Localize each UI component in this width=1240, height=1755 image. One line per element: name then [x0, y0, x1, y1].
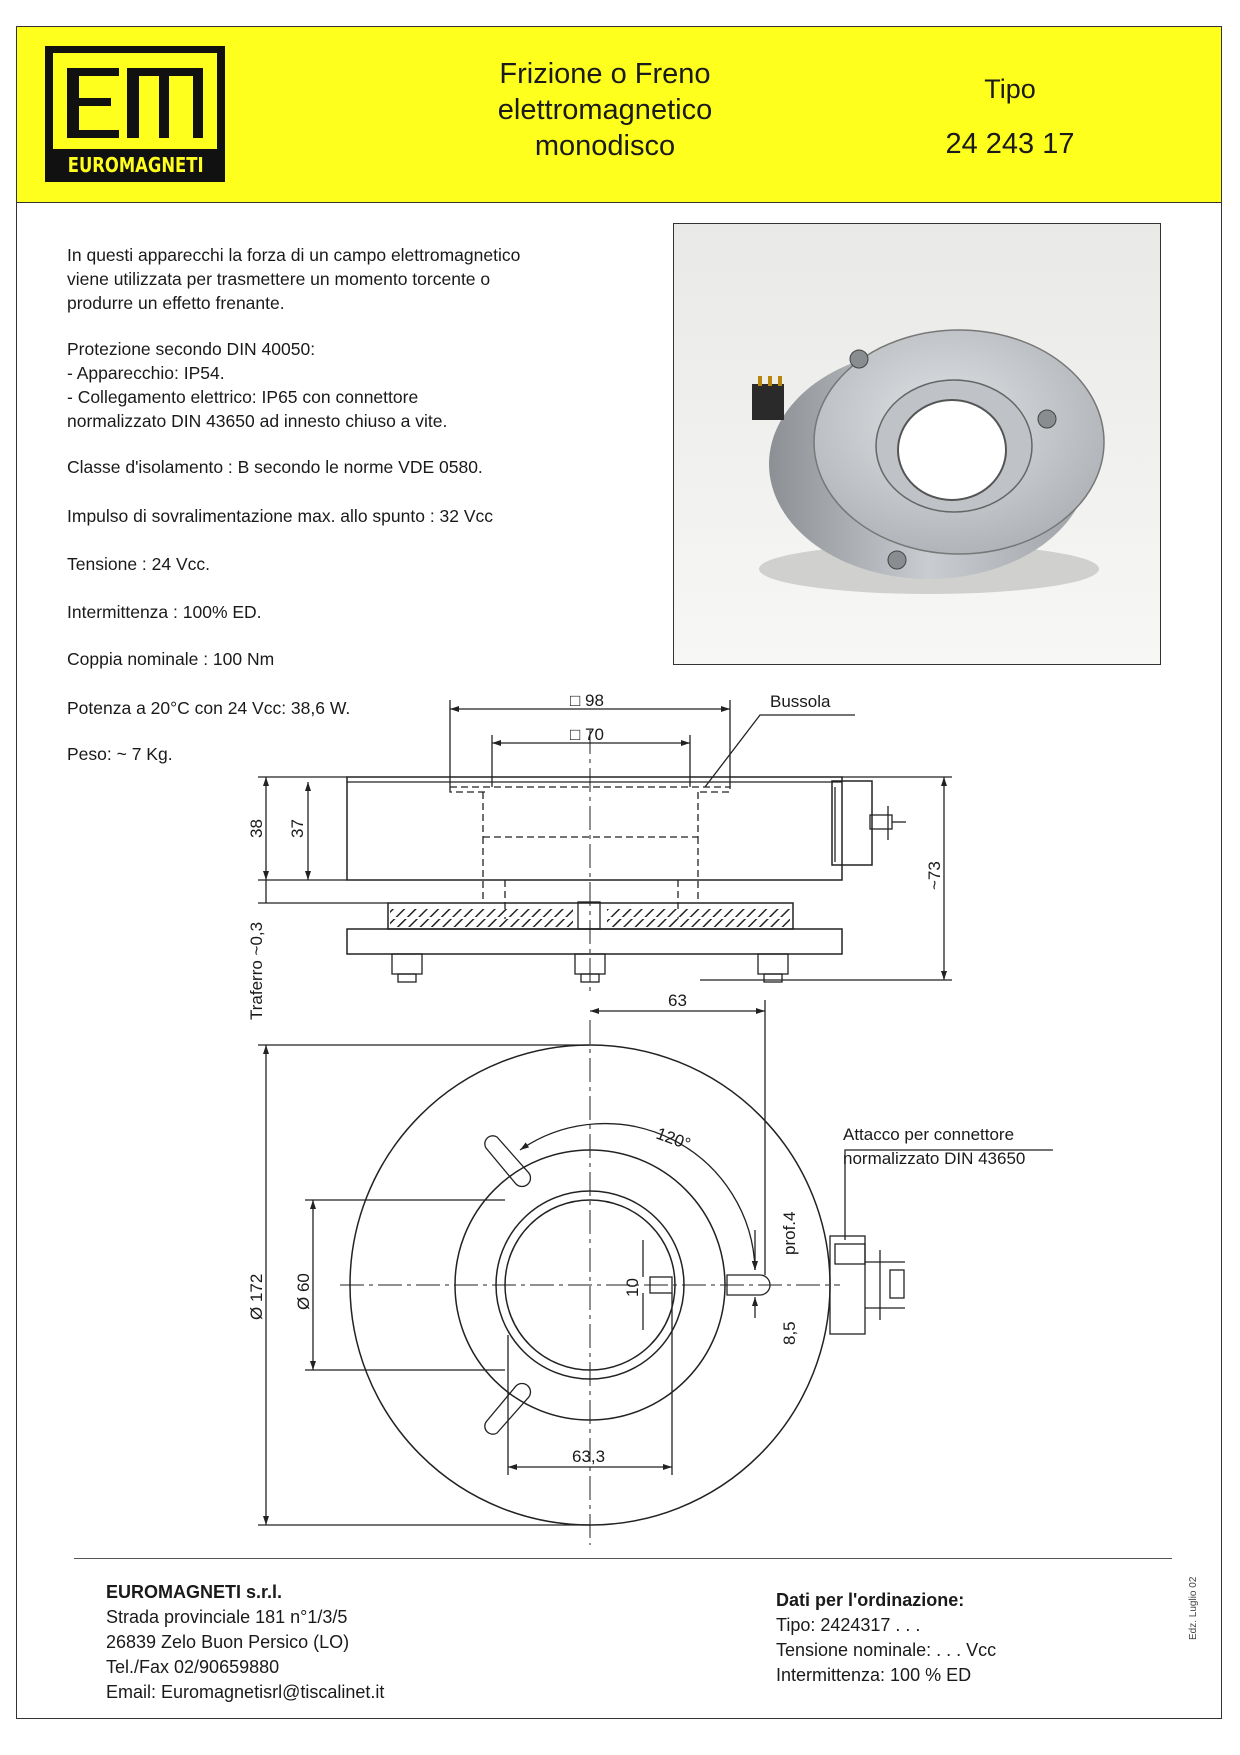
- protection-line: - Collegamento elettrico: IP65 con connettore: [67, 387, 419, 407]
- footer-divider: [74, 1558, 1172, 1559]
- dim-70: □ 70: [570, 725, 604, 744]
- protection-line: Protezione secondo DIN 40050:: [67, 339, 316, 359]
- intro-line: In questi apparecchi la forza di un campo elettromagnetico: [67, 245, 521, 265]
- dim-73: ~73: [925, 861, 944, 890]
- spec-duty: Intermittenza : 100% ED.: [67, 602, 262, 622]
- bushing-label: Bussola: [770, 692, 831, 711]
- dim-98: □ 98: [570, 691, 604, 710]
- spec-weight: Peso: ~ 7 Kg.: [67, 744, 173, 764]
- connector-label-line2: normalizzato DIN 43650: [843, 1149, 1026, 1168]
- company-address-2: 26839 Zelo Buon Persico (LO): [106, 1632, 350, 1652]
- company-name: EUROMAGNETI s.r.l.: [106, 1582, 283, 1602]
- company-phone: Tel./Fax 02/90659880: [106, 1657, 280, 1677]
- spec-overfeed: Impulso di sovralimentazione max. allo spunto : 32 Vcc: [67, 506, 494, 526]
- edition-note: Edz. Luglio 02: [1188, 1576, 1199, 1640]
- company-address-1: Strada provinciale 181 n°1/3/5: [106, 1607, 348, 1627]
- spec-voltage: Tensione : 24 Vcc.: [67, 554, 210, 574]
- dim-10: 10: [623, 1278, 642, 1297]
- order-info: [776, 1588, 996, 1688]
- connector-label-line1: Attacco per connettore: [843, 1125, 1015, 1144]
- dim-172: Ø 172: [247, 1273, 266, 1320]
- tipo-label: Tipo: [984, 74, 1036, 104]
- dim-prof4: prof.4: [780, 1211, 799, 1255]
- dim-37: 37: [288, 819, 307, 838]
- order-tipo: Tipo: 2424317 . . .: [776, 1615, 921, 1635]
- intro-line: produrre un effetto frenante.: [67, 293, 285, 313]
- tipo-value: 24 243 17: [945, 128, 1075, 160]
- order-duty: Intermittenza: 100 % ED: [776, 1665, 972, 1685]
- order-title: Dati per l'ordinazione:: [776, 1590, 965, 1610]
- dim-60: Ø 60: [294, 1273, 313, 1310]
- dim-38: 38: [247, 819, 266, 838]
- dimension-labels: [247, 691, 1025, 1466]
- order-voltage: Tensione nominale: . . . Vcc: [776, 1640, 997, 1660]
- spec-insulation: Classe d'isolamento : B secondo le norme VDE 0580.: [67, 457, 483, 477]
- dim-8-5: 8,5: [780, 1321, 799, 1345]
- angle-120: 120°: [653, 1123, 694, 1154]
- dim-63-3: 63,3: [572, 1447, 606, 1466]
- protection-line: normalizzato DIN 43650 ad innesto chiuso a vite.: [67, 411, 448, 431]
- protection-line: - Apparecchio: IP54.: [67, 363, 225, 383]
- title-line-2: elettromagnetico: [497, 94, 713, 126]
- intro-line: viene utilizzata per trasmettere un momento torcente o: [67, 269, 491, 289]
- title-line-3: monodisco: [534, 130, 676, 162]
- dim-63: 63: [668, 991, 687, 1010]
- logo-text: EUROMAGNETI: [67, 153, 204, 177]
- spec-torque: Coppia nominale : 100 Nm: [67, 649, 275, 669]
- company-info: [106, 1580, 384, 1705]
- spec-power: Potenza a 20°C con 24 Vcc: 38,6 W.: [67, 698, 351, 718]
- company-email: Email: Euromagnetisrl@tiscalinet.it: [106, 1682, 385, 1702]
- title-line-1: Frizione o Freno: [499, 58, 711, 90]
- airgap-label: Traferro ~0,3: [247, 921, 266, 1020]
